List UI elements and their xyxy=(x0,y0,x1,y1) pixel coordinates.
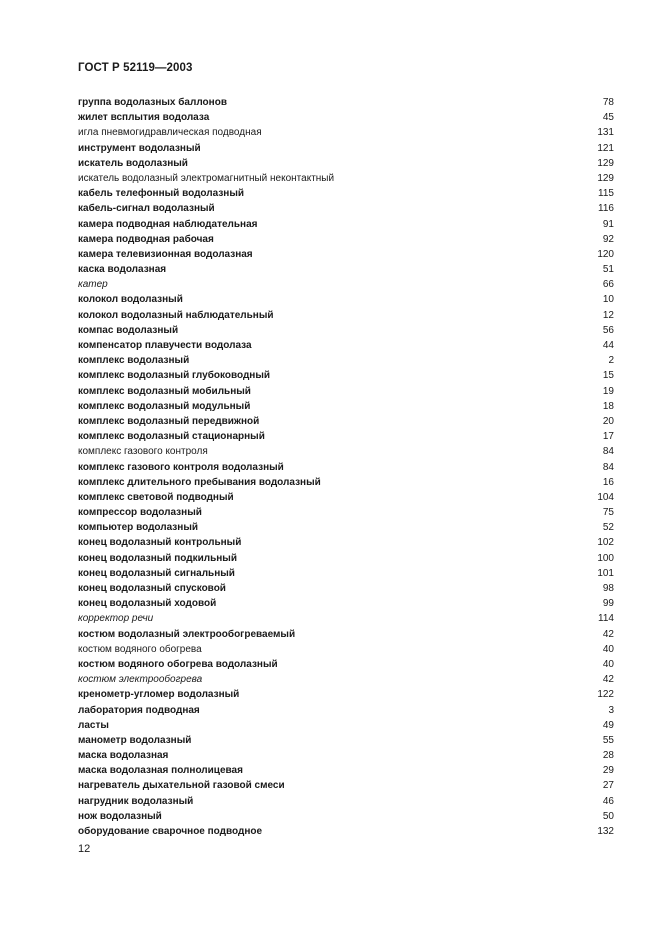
index-entry xyxy=(78,444,614,459)
index-entry xyxy=(78,414,614,429)
index-term: колокол водолазный наблюдательный xyxy=(78,309,274,321)
index-term: камера подводная рабочая xyxy=(78,233,214,245)
index-page-ref: 44 xyxy=(602,340,614,351)
index-term: компрессор водолазный xyxy=(78,507,202,519)
index-page-ref: 98 xyxy=(602,583,614,594)
index-term: конец водолазный ходовой xyxy=(78,598,217,610)
index-entry xyxy=(78,687,614,702)
index-term: нож водолазный xyxy=(78,810,162,822)
index-term: комплекс водолазный глубоководный xyxy=(78,370,271,382)
page-number: 12 xyxy=(78,843,91,855)
index-entry xyxy=(78,277,614,292)
index-page-ref: 18 xyxy=(602,400,614,412)
index-page-ref: 40 xyxy=(602,643,614,655)
index-entry xyxy=(78,384,614,399)
index-page-ref: 115 xyxy=(598,188,614,200)
index-page-ref: 78 xyxy=(602,97,614,108)
index-page-ref: 40 xyxy=(602,658,614,670)
index-page-ref: 50 xyxy=(602,810,614,822)
index-entry xyxy=(78,520,614,535)
index-page-ref: 132 xyxy=(597,826,614,837)
index-entry xyxy=(78,596,614,611)
index-entry xyxy=(78,460,614,475)
index-entry xyxy=(78,232,614,247)
index-page-ref: 56 xyxy=(602,324,614,336)
index-entry xyxy=(78,824,614,839)
index-entry xyxy=(78,778,614,793)
index-term: комплекс газового контроля водолазный xyxy=(78,461,284,473)
index-page-ref: 15 xyxy=(602,370,614,382)
index-entry xyxy=(78,338,614,353)
index-term: костюм водяного обогрева xyxy=(78,643,202,655)
index-term: группа водолазных баллонов xyxy=(78,97,227,108)
index-term: каска водолазная xyxy=(78,264,167,276)
index-term: конец водолазный спусковой xyxy=(78,583,226,594)
index-page-ref: 116 xyxy=(598,203,614,215)
index-term: колокол водолазный xyxy=(78,294,183,306)
index-entry xyxy=(78,551,614,566)
index-page-ref: 49 xyxy=(602,719,614,731)
index-page-ref: 91 xyxy=(602,218,614,230)
index-term: комплекс водолазный стационарный xyxy=(78,431,265,443)
index-entry xyxy=(78,247,614,262)
index-page-ref: 129 xyxy=(597,172,614,184)
index-page-ref: 17 xyxy=(602,431,614,443)
index-page-ref: 42 xyxy=(602,628,614,640)
index-term: камера подводная наблюдательная xyxy=(78,218,258,230)
index-page-ref: 84 xyxy=(602,446,614,458)
index-entry xyxy=(78,353,614,368)
index-entry xyxy=(78,95,614,110)
index-entry xyxy=(78,627,614,642)
index-entry xyxy=(78,262,614,277)
index-term: жилет всплытия водолаза xyxy=(78,112,210,124)
index-term: маска водолазная полнолицевая xyxy=(78,765,243,777)
index-term: комплекс газового контроля xyxy=(78,446,208,458)
index-term: искатель водолазный электромагнитный неконтактный xyxy=(78,172,335,184)
index-term: лаборатория подводная xyxy=(78,704,200,716)
index-term: комплекс водолазный модульный xyxy=(78,400,251,412)
index-entry xyxy=(78,505,614,520)
index-entry xyxy=(78,292,614,307)
index-term: костюм водяного обогрева водолазный xyxy=(78,658,278,670)
index-term: костюм электрообогрева xyxy=(78,674,203,686)
index-page-ref: 19 xyxy=(602,385,614,397)
index-page-ref: 29 xyxy=(602,765,614,777)
index-page-ref: 51 xyxy=(602,264,614,276)
index-entry xyxy=(78,748,614,763)
index-entry xyxy=(78,475,614,490)
index-entry xyxy=(78,535,614,550)
index-entry xyxy=(78,156,614,171)
index-term: комплекс водолазный передвижной xyxy=(78,415,260,427)
index-entry xyxy=(78,657,614,672)
index-term: кабель телефонный водолазный xyxy=(78,188,245,200)
index-term: манометр водолазный xyxy=(78,734,192,746)
index-entry xyxy=(78,186,614,201)
index-page-ref: 3 xyxy=(608,704,614,716)
index-page-ref: 28 xyxy=(602,750,614,762)
index-page-ref: 129 xyxy=(597,157,614,169)
index-entry xyxy=(78,323,614,338)
index-page-ref: 120 xyxy=(597,248,614,260)
index-page-ref: 114 xyxy=(598,613,614,625)
index-term: маска водолазная xyxy=(78,750,169,762)
index-page-ref: 104 xyxy=(597,491,614,503)
index-page-ref: 16 xyxy=(602,476,614,488)
index-term: оборудование сварочное подводное xyxy=(78,826,263,837)
index-entry xyxy=(78,308,614,323)
index-page-ref: 100 xyxy=(597,552,614,564)
index-entry xyxy=(78,703,614,718)
index-page-ref: 99 xyxy=(602,598,614,610)
index-entry xyxy=(78,217,614,232)
index-term: комплекс водолазный мобильный xyxy=(78,385,251,397)
index-page-ref: 121 xyxy=(597,142,614,154)
index-page-ref: 75 xyxy=(602,507,614,519)
index-page-ref: 2 xyxy=(608,355,614,367)
index-entry xyxy=(78,611,614,626)
index-page-ref: 12 xyxy=(602,309,614,321)
index-entry xyxy=(78,763,614,778)
index-term: искатель водолазный xyxy=(78,157,188,169)
index-term: нагреватель дыхательной газовой смеси xyxy=(78,780,285,792)
index-entry xyxy=(78,125,614,140)
index-page-ref: 122 xyxy=(597,689,614,701)
index-term: конец водолазный сигнальный xyxy=(78,567,235,579)
index-entry xyxy=(78,110,614,125)
index-term: комплекс световой подводный xyxy=(78,491,234,503)
index-term: корректор речи xyxy=(78,613,154,625)
index-entry xyxy=(78,642,614,657)
index-entry xyxy=(78,368,614,383)
index-term: комплекс водолазный xyxy=(78,355,190,367)
index-term: конец водолазный контрольный xyxy=(78,537,242,549)
index-entry xyxy=(78,733,614,748)
index-term: компас водолазный xyxy=(78,324,179,336)
index-page-ref: 20 xyxy=(602,415,614,427)
index-page-ref: 27 xyxy=(602,780,614,792)
index-term: игла пневмогидравлическая подводная xyxy=(78,127,262,139)
index-term: инструмент водолазный xyxy=(78,142,201,154)
index-entry xyxy=(78,201,614,216)
index-term: костюм водолазный электрообогреваемый xyxy=(78,628,296,640)
index-page-ref: 131 xyxy=(597,127,614,139)
index-page-ref: 92 xyxy=(602,233,614,245)
index-page-ref: 84 xyxy=(602,461,614,473)
index-page-ref: 45 xyxy=(602,112,614,124)
document-header: ГОСТ Р 52119—2003 xyxy=(78,62,193,74)
index-page-ref: 55 xyxy=(602,734,614,746)
index-page-ref: 101 xyxy=(597,567,614,579)
index-term: конец водолазный подкильный xyxy=(78,552,237,564)
index-page-ref: 46 xyxy=(602,795,614,807)
term-index-list xyxy=(78,95,614,839)
index-entry xyxy=(78,566,614,581)
index-page-ref: 66 xyxy=(602,279,614,291)
index-page-ref: 42 xyxy=(602,674,614,686)
index-entry xyxy=(78,141,614,156)
index-entry xyxy=(78,581,614,596)
index-term: катер xyxy=(78,279,108,291)
index-entry xyxy=(78,672,614,687)
index-page-ref: 52 xyxy=(602,522,614,534)
index-page-ref: 10 xyxy=(602,294,614,306)
index-term: комплекс длительного пребывания водолазный xyxy=(78,476,321,488)
index-entry xyxy=(78,429,614,444)
index-term: нагрудник водолазный xyxy=(78,795,194,807)
index-term: кабель-сигнал водолазный xyxy=(78,203,215,215)
index-entry xyxy=(78,171,614,186)
index-entry xyxy=(78,399,614,414)
index-page-ref: 102 xyxy=(597,537,614,549)
index-term: камера телевизионная водолазная xyxy=(78,248,253,260)
index-term: кренометр-угломер водолазный xyxy=(78,689,240,701)
index-entry xyxy=(78,794,614,809)
index-term: компенсатор плавучести водолаза xyxy=(78,340,252,351)
index-term: компьютер водолазный xyxy=(78,522,199,534)
index-entry xyxy=(78,718,614,733)
index-term: ласты xyxy=(78,719,109,731)
index-entry xyxy=(78,490,614,505)
index-entry xyxy=(78,809,614,824)
